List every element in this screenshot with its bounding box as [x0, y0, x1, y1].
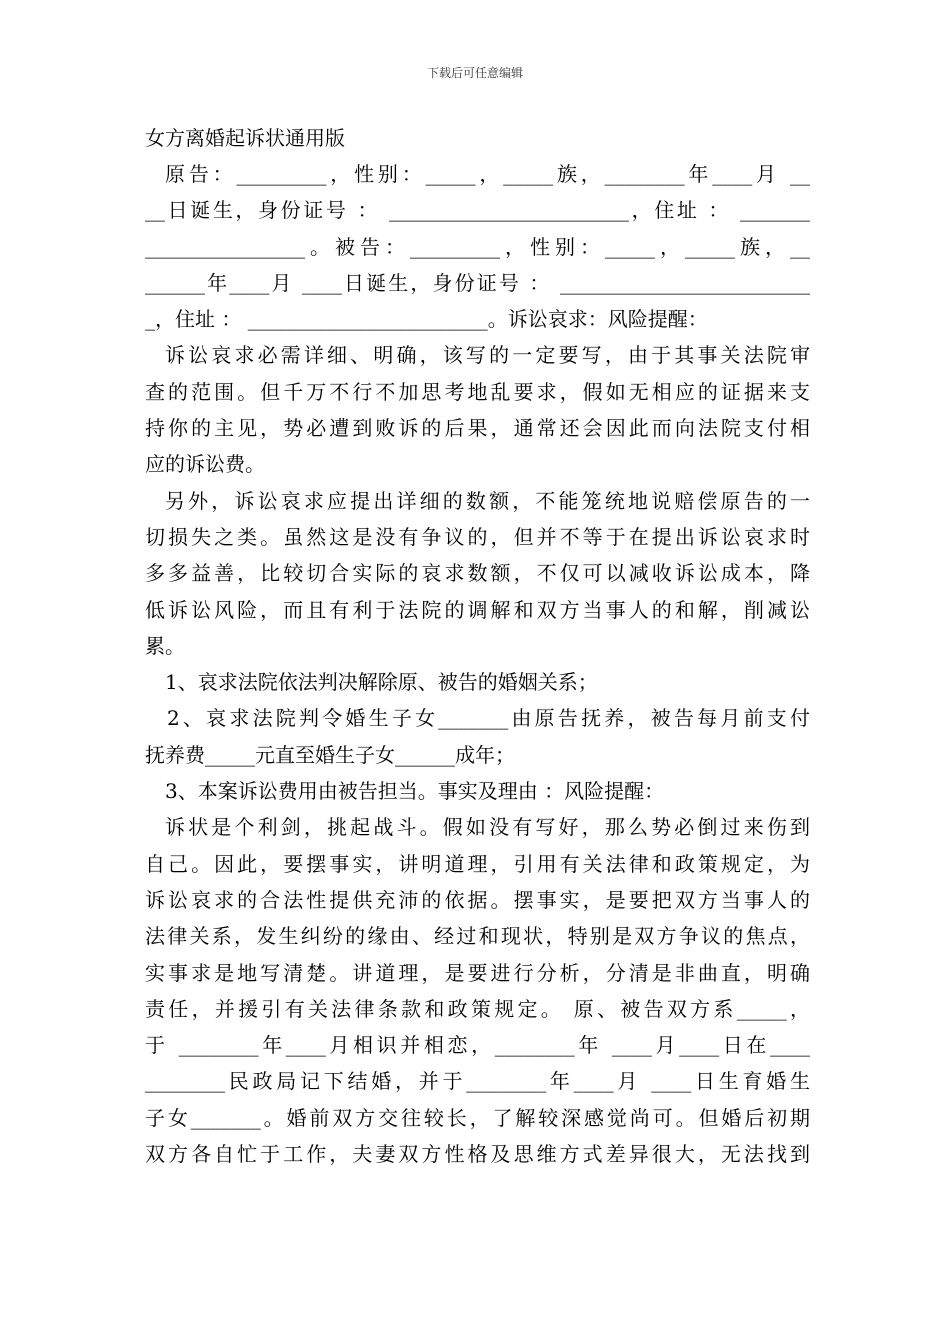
text-line: 2、哀求法院判令婚生子女_______由原告抚养，被告每月前支付 [167, 706, 810, 731]
text-line: 原告：_________，性别：_____，_____族，________年____月 __ [165, 162, 810, 186]
text-line: 于 ________年____月相识并相恋，________年 ____月____日在____ [145, 1033, 810, 1058]
page-header: 下载后可任意编辑 [426, 66, 523, 80]
text-line: 累。 [145, 633, 185, 658]
text-line: 1、哀求法院依法判决解除原、被告的婚姻关系； [165, 670, 598, 695]
text-line: 切损失之类。虽然这是没有争议的，但并不等于在提出诉讼哀求时 [145, 524, 810, 549]
text-line: 责任，并援引有关法律条款和政策规定。 原、被告双方系_____， [145, 996, 810, 1021]
text-line: 诉讼哀求的合法性提供充沛的依据。摆事实，是要把双方当事人的 [145, 887, 810, 912]
text-line: ______年____月 ____日诞生，身份证号 ： _________________________ [145, 270, 810, 295]
text-line: 自己。因此，要摆事实，讲明道理，引用有关法律和政策规定，为 [145, 851, 810, 876]
text-line: 实事求是地写清楚。讲道理，是要进行分析，分清是非曲直，明确 [145, 960, 810, 985]
text-line: _，住址 ： ________________________。诉讼哀求：风险提醒： [145, 307, 708, 332]
text-line: 诉状是个利剑，挑起战斗。假如没有写好，那么势必倒过来伤到 [165, 815, 810, 840]
text-line: 持你的主见，势必遭到败诉的后果，通常还会因此而向法院支付相 [145, 416, 810, 441]
text-line: 诉讼哀求必需详细、明确，该写的一定要写，由于其事关法院审 [165, 343, 810, 368]
text-line: 应的诉讼费。 [145, 452, 265, 477]
document-body [145, 120, 810, 1172]
text-line: 法律关系，发生纠纷的缘由、经过和现状，特别是双方争议的焦点， [145, 924, 810, 949]
document-title: 女方离婚起诉状通用版 [145, 126, 345, 150]
text-line: 低诉讼风险，而且有利于法院的调解和双方当事人的和解，削减讼 [145, 597, 810, 622]
text-line: ________民政局记下结婚，并于________年____月 ____日生育婚生 [145, 1069, 810, 1094]
text-line: __日诞生，身份证号 ： ________________________，住址 ： _______ [145, 198, 810, 223]
text-line: 查的范围。但千万不行不加思考地乱要求，假如无相应的证据来支 [145, 379, 810, 404]
text-line: 另外，诉讼哀求应提出详细的数额，不能笼统地说赔偿原告的一 [165, 488, 810, 513]
text-line: 3、本案诉讼费用由被告担当。事实及理由 ：风险提醒： [165, 779, 665, 804]
text-line: 子女_______。婚前双方交往较长，了解较深感觉尚可。但婚后初期 [145, 1105, 810, 1130]
text-line: ________________。被告：_________，性别：_____，_____族，__ [145, 234, 810, 259]
text-line: 双方各自忙于工作，夫妻双方性格及思维方式差异很大，无法找到 [145, 1142, 810, 1167]
text-line: 多多益善，比较切合实际的哀求数额，不仅可以减收诉讼成本，降 [145, 561, 810, 586]
text-line: 抚养费_____元直至婚生子女______成年； [145, 742, 515, 767]
